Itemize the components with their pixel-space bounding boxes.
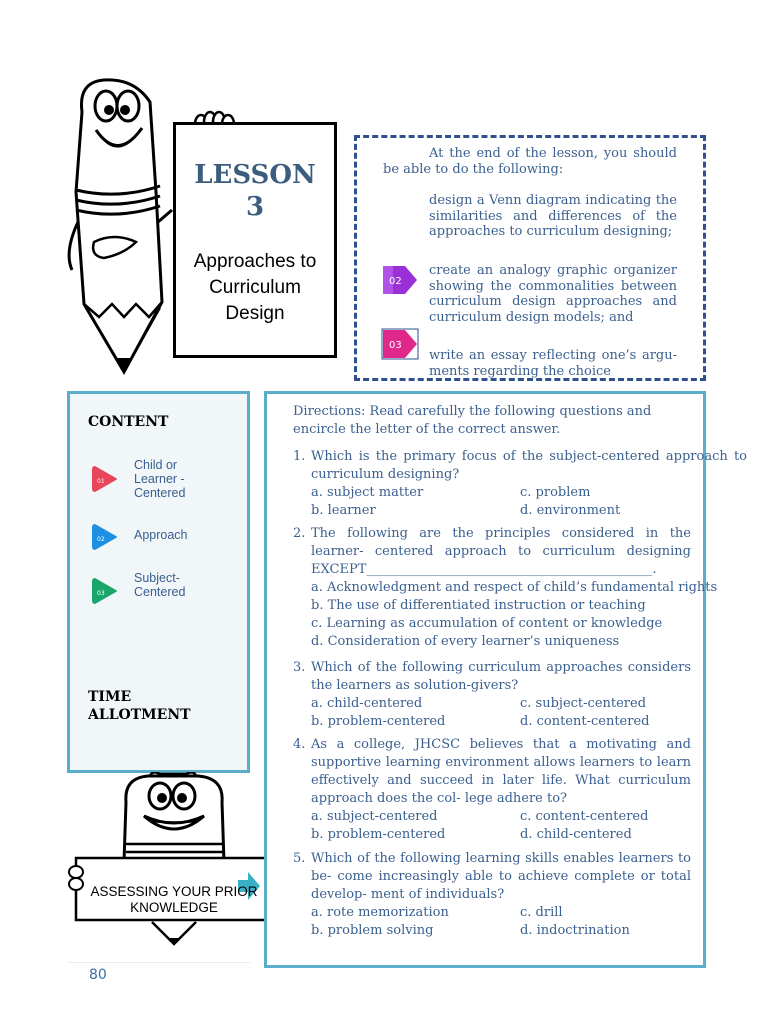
question-stem: 3. Which of the following curriculum approaches considers the learners as solution-givers? xyxy=(293,660,691,693)
content-sidebar xyxy=(67,391,250,773)
svg-text:02: 02 xyxy=(97,536,105,543)
option-c[interactable]: c. problem xyxy=(520,485,591,500)
question-item xyxy=(293,736,705,844)
assess-prior-knowledge-label: ASSESSING YOUR PRIOR KNOWLEDGE xyxy=(90,884,258,915)
option-b[interactable]: b. problem solving xyxy=(311,923,434,938)
questions-box xyxy=(264,391,747,968)
question-stem: 5. Which of the following learning skills enables learners to be- come increasingly able to achieve complete or total develop- ment of individuals? xyxy=(293,851,691,902)
option-a[interactable]: a. subject-centered xyxy=(311,809,438,824)
pencil-mascot-illustration xyxy=(64,72,184,382)
badge-02-icon xyxy=(92,522,118,552)
option-a[interactable]: a. child-centered xyxy=(311,696,423,711)
question-stem: 2. The following are the principles considered in the learner- centered approach to curriculum designing EXCEPT____________________________________________. xyxy=(293,526,691,577)
question-item xyxy=(293,659,705,731)
svg-text:03: 03 xyxy=(97,590,105,597)
lesson-heading xyxy=(176,159,334,223)
objective-item: design a Venn diagram indicating the similarities and differences of the approaches to curriculum designing; xyxy=(429,193,677,239)
content-item-child-centered: Child or Learner - Centered xyxy=(134,458,186,500)
quiz-directions: Directions: Read carefully the following questions and encircle the letter of the correct answer. xyxy=(293,404,652,437)
question-options xyxy=(293,695,705,731)
lesson-title: Approaches to Curriculum Design xyxy=(193,251,317,324)
option-b[interactable]: b. problem-centered xyxy=(311,827,446,842)
question-stem: 4. As a college, JHCSC believes that a motivating and supportive learning environment allows learners to learn effectively and succeed in later life. What curriculum approach does the col- lege adhere to? xyxy=(293,737,691,806)
option-a[interactable]: a. subject matter xyxy=(311,485,424,500)
option-c[interactable]: c. content-centered xyxy=(520,809,649,824)
badge-number: 03 xyxy=(389,340,402,351)
question-options xyxy=(293,808,705,844)
question-stem: 1. Which is the primary focus of the subject-centered approach to curriculum designing? xyxy=(293,449,747,482)
badge-03-icon xyxy=(381,328,419,360)
question-options xyxy=(293,904,705,940)
content-item-subject-centered: Subject-Centered xyxy=(134,571,186,599)
option-a[interactable]: a. rote memorization xyxy=(311,905,449,920)
option-c[interactable]: c. drill xyxy=(520,905,563,920)
question-item xyxy=(293,525,718,651)
question-item xyxy=(293,850,705,940)
option-c[interactable]: c. subject-centered xyxy=(520,696,647,711)
option-c[interactable]: c. Learning as accumulation of content or knowledge xyxy=(311,616,663,631)
option-d[interactable]: d. content-centered xyxy=(520,714,650,729)
badge-01-icon xyxy=(92,464,118,494)
lesson-title-card xyxy=(173,122,337,358)
option-b[interactable]: b. learner xyxy=(311,503,376,518)
objective-item: create an analogy graphic organizer showing the commonalities between curriculum design approaches and curriculum design models; and xyxy=(429,263,677,325)
content-heading: CONTENT xyxy=(88,414,169,430)
pencil-mascot-sign-illustration xyxy=(68,772,282,967)
option-b[interactable]: b. problem-centered xyxy=(311,714,446,729)
option-d[interactable]: d. environment xyxy=(520,503,621,518)
option-a[interactable]: a. Acknowledgment and respect of child’s fundamental rights xyxy=(311,580,718,595)
option-d[interactable]: d. child-centered xyxy=(520,827,632,842)
lesson-number: 3 xyxy=(245,192,265,222)
content-item-approach: Approach xyxy=(134,528,188,542)
divider xyxy=(68,962,250,963)
question-options xyxy=(293,484,705,520)
badge-02-icon xyxy=(381,264,419,296)
objectives-box xyxy=(354,135,706,381)
option-d[interactable]: d. indoctrination xyxy=(520,923,630,938)
objectives-intro: At the end of the lesson, you should be able to do the following: xyxy=(383,146,677,177)
option-b[interactable]: b. The use of differentiated instruction or teaching xyxy=(311,598,646,613)
option-d[interactable]: d. Consideration of every learner’s uniqueness xyxy=(311,634,620,649)
time-allotment-heading: TIME ALLOTMENT xyxy=(88,689,191,723)
svg-text:01: 01 xyxy=(97,478,105,485)
question-item xyxy=(293,448,747,520)
page-number: 80 xyxy=(89,967,107,983)
badge-03-icon xyxy=(92,576,118,606)
lesson-label: LESSON xyxy=(194,160,316,190)
objective-item: write an essay reflecting one’s argu- ments regarding the choice xyxy=(429,348,677,379)
question-options xyxy=(293,579,718,651)
badge-number: 02 xyxy=(389,276,402,287)
